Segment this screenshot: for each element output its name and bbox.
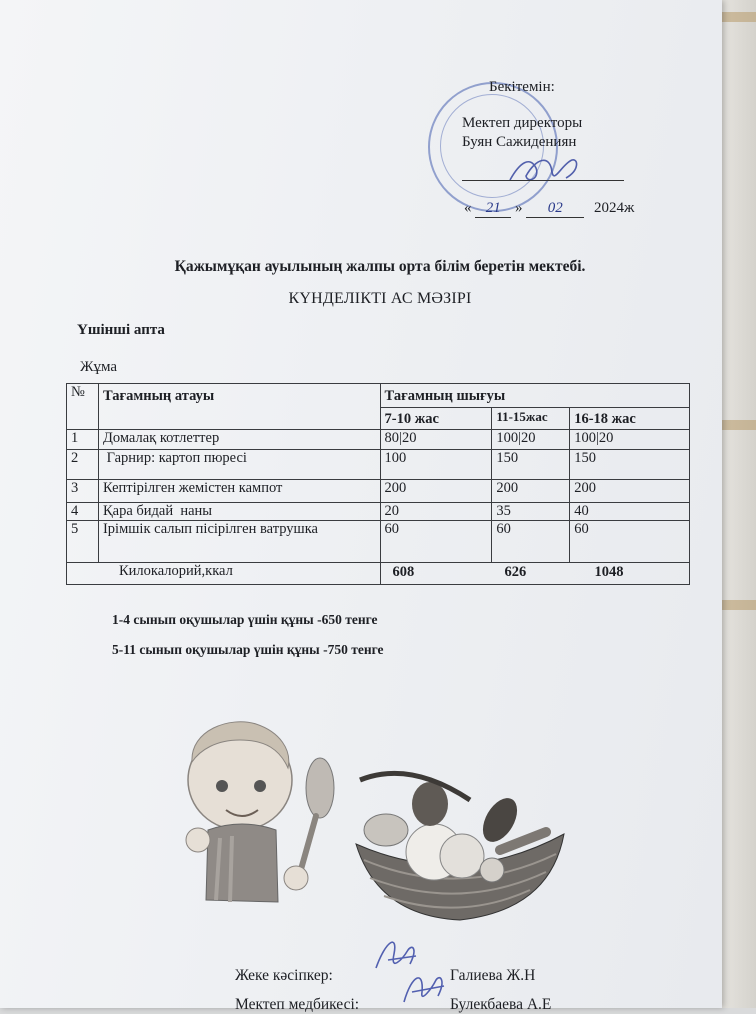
portion-7-10: 200 — [380, 480, 492, 503]
date-quote-open: « — [464, 200, 472, 216]
dish-name: Ірімшік салып пісірілген ватрушка — [98, 521, 380, 563]
header-age-16-18: 16-18 жас — [570, 408, 690, 430]
portion-11-15: 60 — [492, 521, 570, 563]
table-row — [67, 430, 690, 450]
school-name: Қажымұқан ауылының жалпы орта білім беретін мектебі. — [174, 258, 586, 275]
vegetable-basket-illustration — [350, 760, 570, 932]
approval-heading: Бекітемін: — [489, 79, 555, 95]
nurse-name: Булекбаева А.Е — [450, 996, 552, 1013]
portion-16-18: 60 — [570, 521, 690, 563]
week-label: Үшінші апта — [77, 322, 165, 338]
director-signature — [506, 150, 586, 192]
entrepreneur-role: Жеке кәсіпкер: — [235, 967, 333, 984]
footer-entrepreneur — [235, 967, 536, 985]
dish-name: Кептірілген жемістен кампот — [98, 480, 380, 503]
signature-line — [462, 180, 624, 181]
entrepreneur-name: Галиева Ж.Н — [450, 967, 536, 984]
menu-table — [66, 383, 690, 585]
portion-7-10: 80|20 — [380, 430, 492, 450]
header-number: № — [67, 384, 99, 430]
nurse-signature — [398, 966, 450, 1008]
portion-16-18: 40 — [570, 503, 690, 521]
portion-11-15: 150 — [492, 450, 570, 480]
table-row — [67, 480, 690, 503]
dish-name: Қара бидай наны — [98, 503, 380, 521]
kcal-11-15: 626 — [504, 564, 527, 580]
portion-7-10: 100 — [380, 450, 492, 480]
row-number: 3 — [67, 480, 99, 503]
price-grades-5-11: 5-11 сынып оқушылар үшін құны -750 тенге — [112, 642, 384, 657]
total-values — [380, 563, 689, 585]
portion-11-15: 35 — [492, 503, 570, 521]
portion-16-18: 200 — [570, 480, 690, 503]
portion-7-10: 20 — [380, 503, 492, 521]
table-total-row — [67, 563, 690, 585]
table-row — [67, 450, 690, 480]
header-yield: Тағамның шығуы — [380, 384, 689, 408]
table-header-row — [67, 384, 690, 408]
header-dish-name: Тағамның атауы — [98, 384, 380, 430]
portion-16-18: 150 — [570, 450, 690, 480]
date-month: 02 — [526, 200, 584, 218]
total-label: Килокалорий,ккал — [67, 563, 381, 585]
portion-11-15: 200 — [492, 480, 570, 503]
day-label: Жұма — [80, 359, 117, 375]
table-row — [67, 521, 690, 563]
date-year: 2024ж — [594, 200, 635, 216]
dish-name: Домалақ котлеттер — [98, 430, 380, 450]
date-day: 21 — [475, 200, 511, 218]
portion-11-15: 100|20 — [492, 430, 570, 450]
kcal-7-10: 608 — [392, 564, 415, 580]
footer-nurse — [235, 996, 552, 1014]
row-number: 2 — [67, 450, 99, 480]
table-row — [67, 503, 690, 521]
nurse-role: Мектеп медбикесі: — [235, 996, 360, 1013]
portion-16-18: 100|20 — [570, 430, 690, 450]
header-age-11-15: 11-15жас — [492, 408, 570, 430]
portion-7-10: 60 — [380, 521, 492, 563]
director-name: Буян Сажидениян — [462, 134, 577, 150]
header-age-7-10: 7-10 жас — [380, 408, 492, 430]
row-number: 1 — [67, 430, 99, 450]
kcal-16-18: 1048 — [594, 564, 624, 580]
dish-name: Гарнир: картоп пюресі — [98, 450, 380, 480]
date-quote-close: » — [515, 200, 523, 216]
boy-with-spoon-illustration — [170, 710, 340, 920]
director-title: Мектеп директоры — [462, 115, 583, 131]
price-grades-1-4: 1-4 сынып оқушылар үшін құны -650 тенге — [112, 612, 378, 627]
approval-date — [464, 200, 634, 218]
menu-title: КҮНДЕЛІКТІ АС МӘЗІРІ — [288, 290, 472, 307]
row-number: 4 — [67, 503, 99, 521]
row-number: 5 — [67, 521, 99, 563]
